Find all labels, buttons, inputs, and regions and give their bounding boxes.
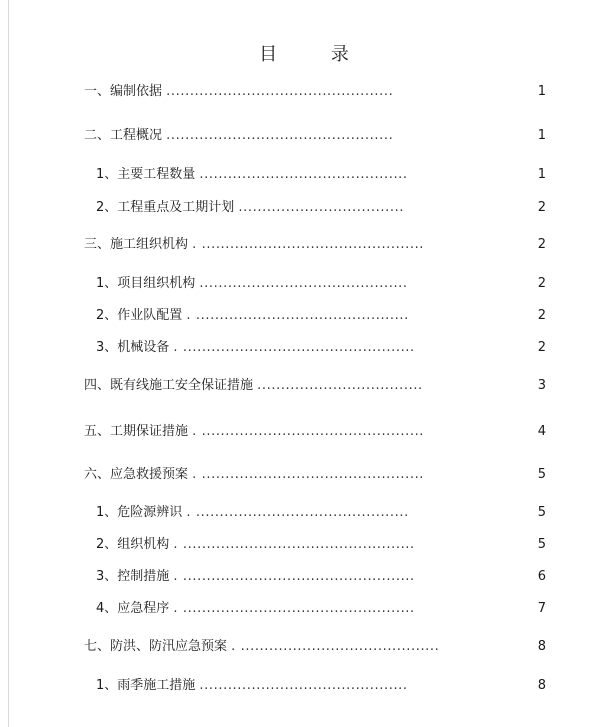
toc-entry-label: 一、编制依据 — [84, 84, 163, 99]
toc-entry-leader: . ................................................. — [173, 569, 415, 584]
toc-entry-leader: ................................................ — [166, 128, 394, 143]
toc-entry-leader: ............................................ — [199, 276, 408, 291]
toc-entry-label: 1、危险源辨识 — [96, 505, 183, 520]
toc-entry-page: 2 — [537, 237, 546, 252]
toc-entry-page: 7 — [537, 601, 546, 616]
toc-entry-page: 8 — [537, 678, 546, 693]
toc-entry[interactable] — [84, 235, 424, 255]
toc-entry[interactable] — [96, 503, 409, 523]
toc-entry-leader: ............................................ — [199, 167, 408, 182]
toc-entry[interactable] — [84, 126, 393, 146]
toc-entry-label: 1、雨季施工措施 — [96, 678, 196, 693]
toc-entry-leader: . ............................................. — [186, 505, 409, 520]
toc-entry-label: 2、工程重点及工期计划 — [96, 200, 235, 215]
toc-entry[interactable] — [96, 599, 415, 619]
toc-entry[interactable] — [96, 274, 408, 294]
toc-entry-label: 三、施工组织机构 — [84, 237, 189, 252]
toc-entry-leader: . ............................................... — [192, 237, 425, 252]
toc-entry-page: 1 — [537, 84, 546, 99]
toc-entry-leader: ................................... — [257, 378, 423, 393]
toc-entry-label: 3、控制措施 — [96, 569, 170, 584]
toc-entry-page: 5 — [537, 537, 546, 552]
toc-entry-page: 8 — [537, 639, 546, 654]
toc-entry-label: 1、主要工程数量 — [96, 167, 196, 182]
toc-entry-page: 5 — [537, 505, 546, 520]
toc-entry-label: 4、应急程序 — [96, 601, 170, 616]
toc-entry-page: 1 — [537, 167, 546, 182]
toc-entry-label: 2、组织机构 — [96, 537, 170, 552]
toc-entry-leader: . ................................................. — [173, 601, 415, 616]
toc-entry[interactable] — [96, 198, 404, 218]
toc-entry[interactable] — [84, 82, 393, 102]
toc-entry-label: 五、工期保证措施 — [84, 424, 189, 439]
toc-entry-leader: . ............................................. — [186, 308, 409, 323]
toc-entry-page: 2 — [537, 308, 546, 323]
toc-entry[interactable] — [96, 338, 415, 358]
toc-entry-page: 3 — [537, 378, 546, 393]
toc-entry-leader: ............................................ — [199, 678, 408, 693]
toc-entry[interactable] — [96, 567, 415, 587]
toc-entry-page: 2 — [537, 276, 546, 291]
toc-entry-page: 6 — [537, 569, 546, 584]
toc-entry-leader: ................................................ — [166, 84, 394, 99]
toc-entry-label: 四、既有线施工安全保证措施 — [84, 378, 254, 393]
toc-entry-page: 2 — [537, 200, 546, 215]
toc-entry-label: 七、防洪、防汛应急预案 — [84, 639, 228, 654]
toc-entry-leader: . ................................................. — [173, 537, 415, 552]
toc-entry-page: 2 — [537, 340, 546, 355]
toc-entry-leader: . .......................................... — [231, 639, 440, 654]
toc-entry[interactable] — [96, 676, 408, 696]
toc-entry-leader: . ............................................... — [192, 424, 425, 439]
toc-entry[interactable] — [84, 465, 424, 485]
toc-entry-leader: . ............................................... — [192, 467, 425, 482]
toc-entry-leader: . ................................................. — [173, 340, 415, 355]
toc-entry[interactable] — [84, 422, 424, 442]
toc-entry[interactable] — [96, 535, 415, 555]
toc-entry[interactable] — [84, 637, 439, 657]
toc-entry[interactable] — [96, 306, 409, 326]
toc-entry-label: 二、工程概况 — [84, 128, 163, 143]
toc-entry[interactable] — [96, 165, 408, 185]
toc-entry[interactable] — [84, 376, 423, 396]
page-margin-line — [8, 0, 9, 727]
toc-entry-label: 1、项目组织机构 — [96, 276, 196, 291]
toc-entry-label: 2、作业队配置 — [96, 308, 183, 323]
toc-entry-page: 5 — [537, 467, 546, 482]
toc-entry-label: 六、应急救援预案 — [84, 467, 189, 482]
toc-entry-page: 1 — [537, 128, 546, 143]
toc-entry-page: 4 — [537, 424, 546, 439]
toc-entry-leader: ................................... — [238, 200, 405, 215]
toc-entry-label: 3、机械设备 — [96, 340, 170, 355]
toc-title: 目 录 — [259, 44, 373, 65]
